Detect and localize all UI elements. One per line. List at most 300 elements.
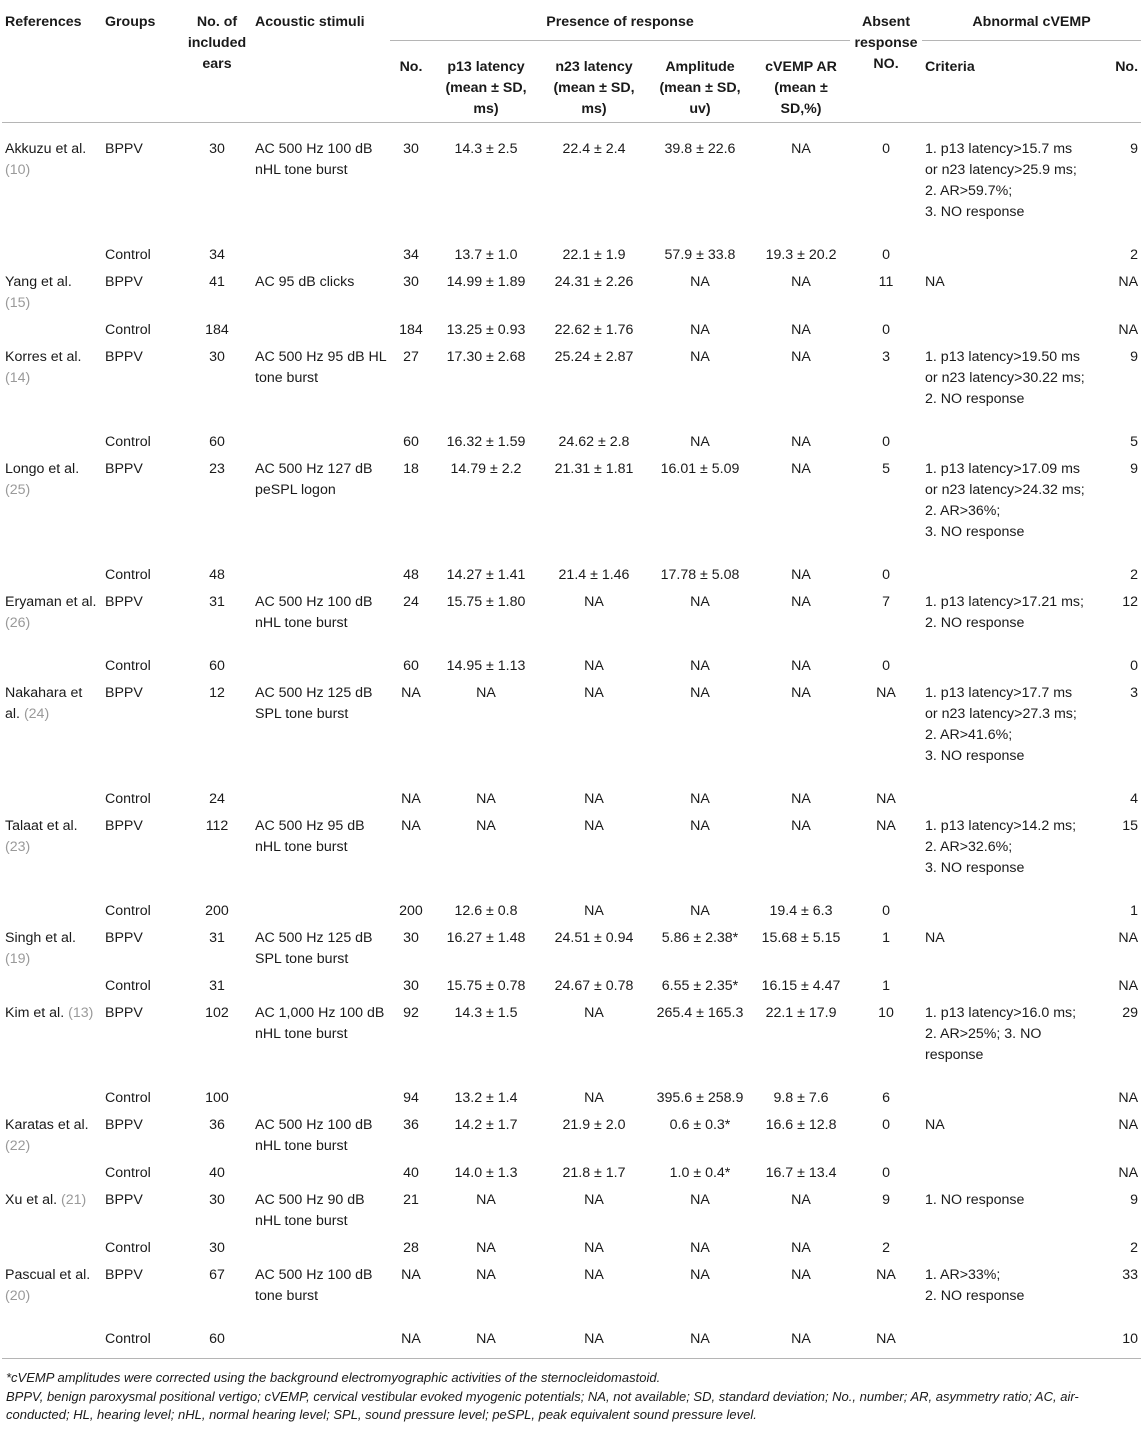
cell-criteria: 1. p13 latency>14.2 ms; 2. AR>32.6%; 3. NO response xyxy=(925,818,1077,876)
cell-ears: 41 xyxy=(209,274,225,290)
cell-ar: NA xyxy=(791,1240,811,1256)
cell-absent: 0 xyxy=(882,322,890,338)
cell-n23: NA xyxy=(584,1331,604,1347)
cell-group: BPPV xyxy=(105,930,143,946)
cell-ears: 200 xyxy=(205,903,229,919)
cell-absent: 0 xyxy=(882,247,890,263)
cell-absent: 6 xyxy=(882,1090,890,1106)
cell-absent: 2 xyxy=(882,1240,890,1256)
cell-n23: NA xyxy=(584,1090,604,1106)
table-row xyxy=(2,997,1141,1082)
cell-absent: NA xyxy=(876,685,896,701)
table-row xyxy=(2,1259,1141,1323)
cell-abn: 9 xyxy=(1130,1192,1139,1208)
cell-reference xyxy=(2,1157,102,1184)
cell-stim: AC 500 Hz 100 dB nHL tone burst xyxy=(255,594,373,631)
cell-reference xyxy=(2,1184,102,1232)
cell-ar: 16.7 ± 13.4 xyxy=(765,1165,837,1181)
cell-ears: 31 xyxy=(209,978,225,994)
cell-no: 184 xyxy=(399,322,423,338)
cell-group: Control xyxy=(105,322,151,338)
reference-author: Kim et al. xyxy=(5,1005,65,1021)
cell-abn: NA xyxy=(1118,1090,1139,1106)
cell-criteria xyxy=(922,426,1090,453)
cell-stim xyxy=(252,426,390,453)
cell-n23: NA xyxy=(584,818,604,834)
cell-abn: NA xyxy=(1118,322,1139,338)
cell-abn: 9 xyxy=(1130,461,1139,477)
cell-ears: 30 xyxy=(209,1240,225,1256)
cell-criteria: 1. p13 latency>17.7 ms or n23 latency>27.3 ms; 2. AR>41.6%; 3. NO response xyxy=(925,685,1077,764)
cell-p13: 14.27 ± 1.41 xyxy=(446,567,526,583)
reference-citation-link[interactable]: (25) xyxy=(5,482,31,498)
cell-ar: NA xyxy=(791,658,811,674)
cell-absent: 3 xyxy=(882,349,890,365)
reference-citation-link[interactable]: (15) xyxy=(5,295,31,311)
cell-criteria xyxy=(922,895,1090,922)
cell-ears: 102 xyxy=(205,1005,229,1021)
cell-group: BPPV xyxy=(105,685,143,701)
cell-criteria: NA xyxy=(925,930,945,946)
cell-absent: 9 xyxy=(882,1192,890,1208)
cell-n23: 22.62 ± 1.76 xyxy=(554,322,634,338)
cell-absent: 11 xyxy=(878,274,894,290)
reference-author: Nakahara et al. xyxy=(5,685,83,722)
cell-n23: NA xyxy=(584,1267,604,1283)
table-row xyxy=(2,1323,1141,1359)
cell-ears: 30 xyxy=(209,349,225,365)
cell-ar: NA xyxy=(791,818,811,834)
footnote-star: *cVEMP amplitudes were corrected using the background electromyographic activities of the sternocleidomastoid. xyxy=(6,1370,661,1385)
cell-reference xyxy=(2,810,102,895)
cell-amp: 16.01 ± 5.09 xyxy=(660,461,740,477)
cell-criteria xyxy=(922,650,1090,677)
cell-ears: 100 xyxy=(205,1090,229,1106)
cell-stim xyxy=(252,783,390,810)
cell-absent: NA xyxy=(876,791,896,807)
cell-no: 60 xyxy=(403,434,419,450)
reference-author: Singh et al. xyxy=(5,930,76,946)
cell-stim: AC 500 Hz 100 dB nHL tone burst xyxy=(255,141,373,178)
cell-reference xyxy=(2,970,102,997)
cell-stim: AC 500 Hz 127 dB peSPL logon xyxy=(255,461,373,498)
cell-criteria xyxy=(922,783,1090,810)
cell-p13: NA xyxy=(476,791,496,807)
cell-amp: 57.9 ± 33.8 xyxy=(664,247,736,263)
cell-amp: NA xyxy=(690,818,710,834)
cell-ar: 19.4 ± 6.3 xyxy=(769,903,833,919)
cell-ears: 112 xyxy=(205,818,229,834)
reference-author: Korres et al. xyxy=(5,349,82,365)
cell-abn: NA xyxy=(1118,978,1139,994)
cell-criteria xyxy=(922,559,1090,586)
cell-group: Control xyxy=(105,658,151,674)
cell-criteria: 1. p13 latency>15.7 ms or n23 latency>25.9 ms; 2. AR>59.7%; 3. NO response xyxy=(925,141,1077,220)
cell-stim: AC 500 Hz 125 dB SPL tone burst xyxy=(255,930,373,967)
cell-group: BPPV xyxy=(105,274,143,290)
cell-amp: NA xyxy=(690,1331,710,1347)
cell-amp: NA xyxy=(690,685,710,701)
reference-author: Pascual et al. xyxy=(5,1267,91,1283)
cell-reference xyxy=(2,426,102,453)
cell-absent: NA xyxy=(876,1267,896,1283)
cell-no: 30 xyxy=(403,930,419,946)
cell-reference xyxy=(2,559,102,586)
cell-reference xyxy=(2,1082,102,1109)
cell-amp: 0.6 ± 0.3* xyxy=(669,1117,731,1133)
cell-group: BPPV xyxy=(105,1267,143,1283)
cell-ears: 12 xyxy=(209,685,225,701)
cell-n23: 21.8 ± 1.7 xyxy=(562,1165,626,1181)
cell-criteria: 1. NO response xyxy=(925,1192,1025,1208)
cell-ears: 60 xyxy=(209,1331,225,1347)
table-row xyxy=(2,1109,1141,1157)
cell-stim: AC 500 Hz 95 dB HL tone burst xyxy=(255,349,387,386)
cell-p13: 14.79 ± 2.2 xyxy=(450,461,522,477)
reference-author: Longo et al. xyxy=(5,461,80,477)
cell-criteria: NA xyxy=(925,274,945,290)
cell-stim xyxy=(252,1232,390,1259)
footnote-abbreviations: BPPV, benign paroxysmal positional vertigo; cVEMP, cervical vestibular evoked myogenic potentials; NA, not available; SD, standard deviation; No., number; AR, asymmetry ratio; AC, air-conducted; HL, hearing level; nHL, normal hearing level; SPL, sound pressure level; peSPL, peak equivalent sound pressure level. xyxy=(6,1388,1079,1422)
reference-citation-link[interactable]: (14) xyxy=(5,370,31,386)
table-body xyxy=(2,123,1141,1359)
cell-abn: NA xyxy=(1118,1165,1139,1181)
table-row xyxy=(2,1232,1141,1259)
cell-ears: 34 xyxy=(209,247,225,263)
cell-amp: NA xyxy=(690,791,710,807)
cell-no: NA xyxy=(401,685,421,701)
cell-ar: 19.3 ± 20.2 xyxy=(765,247,837,263)
cell-group: BPPV xyxy=(105,1005,143,1021)
cell-p13: 13.2 ± 1.4 xyxy=(454,1090,518,1106)
cell-p13: 14.3 ± 1.5 xyxy=(454,1005,518,1021)
cell-ears: 36 xyxy=(209,1117,225,1133)
cell-no: 34 xyxy=(403,247,419,263)
cell-reference xyxy=(2,1232,102,1259)
cell-amp: 17.78 ± 5.08 xyxy=(660,567,740,583)
reference-author: Talaat et al. xyxy=(5,818,78,834)
cell-criteria: 1. p13 latency>17.09 ms or n23 latency>24.32 ms; 2. AR>36%; 3. NO response xyxy=(925,461,1085,540)
cell-n23: NA xyxy=(584,791,604,807)
cell-criteria: NA xyxy=(925,1117,945,1133)
cell-criteria: 1. p13 latency>19.50 ms or n23 latency>30.22 ms; 2. NO response xyxy=(925,349,1085,407)
cell-reference xyxy=(2,123,102,240)
cell-no: 18 xyxy=(403,461,419,477)
cell-no: NA xyxy=(401,818,421,834)
cell-stim xyxy=(252,559,390,586)
cell-ar: NA xyxy=(791,349,811,365)
cell-group: Control xyxy=(105,791,151,807)
reference-citation-link[interactable]: (10) xyxy=(5,162,31,178)
cell-ears: 31 xyxy=(209,930,225,946)
cell-criteria xyxy=(922,314,1090,341)
cell-p13: 14.99 ± 1.89 xyxy=(446,274,526,290)
cell-absent: 0 xyxy=(882,658,890,674)
cell-criteria: 1. p13 latency>16.0 ms; 2. AR>25%; 3. NO response xyxy=(925,1005,1077,1063)
cell-stim xyxy=(252,1082,390,1109)
col-stimuli: Acoustic stimuli xyxy=(255,14,365,30)
cell-stim xyxy=(252,239,390,266)
cell-stim xyxy=(252,314,390,341)
cell-n23: 24.67 ± 0.78 xyxy=(554,978,634,994)
cell-reference xyxy=(2,922,102,970)
cell-n23: NA xyxy=(584,1005,604,1021)
cell-abn: 1 xyxy=(1130,903,1139,919)
cell-amp: NA xyxy=(690,658,710,674)
reference-author: Eryaman et al. xyxy=(5,594,97,610)
cell-amp: NA xyxy=(690,903,710,919)
cell-absent: 1 xyxy=(882,978,890,994)
col-criteria: Criteria xyxy=(925,59,975,75)
col-groups: Groups xyxy=(105,14,156,30)
cell-n23: NA xyxy=(584,903,604,919)
cell-p13: 16.32 ± 1.59 xyxy=(446,434,526,450)
col-n23: n23 latency (mean ± SD, ms) xyxy=(553,59,635,117)
cell-group: BPPV xyxy=(105,1117,143,1133)
cell-group: BPPV xyxy=(105,349,143,365)
cell-n23: NA xyxy=(584,1240,604,1256)
table-row xyxy=(2,783,1141,810)
cell-abn: 15 xyxy=(1122,818,1139,834)
cell-group: Control xyxy=(105,247,151,263)
cell-group: BPPV xyxy=(105,818,143,834)
cell-p13: 13.25 ± 0.93 xyxy=(446,322,526,338)
cell-reference xyxy=(2,1323,102,1359)
cell-amp: 5.86 ± 2.38* xyxy=(661,930,739,946)
cell-criteria: 1. p13 latency>17.21 ms; 2. NO response xyxy=(925,594,1084,631)
cell-n23: 25.24 ± 2.87 xyxy=(554,349,634,365)
cell-criteria: 1. AR>33%; 2. NO response xyxy=(925,1267,1025,1304)
cell-reference xyxy=(2,997,102,1082)
cell-no: NA xyxy=(401,1267,421,1283)
cell-absent: 0 xyxy=(882,1165,890,1181)
cell-p13: 17.30 ± 2.68 xyxy=(446,349,526,365)
table-row xyxy=(2,1184,1141,1232)
table-row xyxy=(2,970,1141,997)
cell-reference xyxy=(2,341,102,426)
cell-amp: NA xyxy=(690,1192,710,1208)
cell-p13: 14.2 ± 1.7 xyxy=(454,1117,518,1133)
cell-stim xyxy=(252,1157,390,1184)
cell-ar: NA xyxy=(791,1192,811,1208)
cell-abn: 2 xyxy=(1130,1240,1139,1256)
table-row xyxy=(2,341,1141,426)
reference-author: Xu et al. xyxy=(5,1192,58,1208)
cell-ar: 9.8 ± 7.6 xyxy=(773,1090,829,1106)
cell-criteria xyxy=(922,1323,1090,1359)
cell-no: 40 xyxy=(403,1165,419,1181)
cell-ar: NA xyxy=(791,685,811,701)
cell-group: Control xyxy=(105,567,151,583)
col-amplitude: Amplitude (mean ± SD, uv) xyxy=(659,59,741,117)
reference-citation-link[interactable]: (22) xyxy=(5,1138,31,1154)
cell-ears: 48 xyxy=(209,567,225,583)
cell-reference xyxy=(2,895,102,922)
table-row xyxy=(2,314,1141,341)
cell-n23: 24.62 ± 2.8 xyxy=(558,434,630,450)
cell-ears: 184 xyxy=(205,322,229,338)
cell-abn: 12 xyxy=(1122,594,1139,610)
cell-amp: NA xyxy=(690,1267,710,1283)
cell-ar: NA xyxy=(791,141,811,157)
cell-ears: 60 xyxy=(209,434,225,450)
cell-ar: NA xyxy=(791,1331,811,1347)
col-ears: No. of included ears xyxy=(187,14,247,72)
cell-reference xyxy=(2,1259,102,1323)
cell-ears: 31 xyxy=(209,594,225,610)
cell-no: 24 xyxy=(403,594,419,610)
cell-no: 200 xyxy=(399,903,423,919)
cell-absent: 0 xyxy=(882,434,890,450)
col-absent: Absent response NO. xyxy=(854,14,918,72)
cell-reference xyxy=(2,650,102,677)
cell-group: Control xyxy=(105,1090,151,1106)
col-no: No. xyxy=(399,59,423,75)
cell-n23: 24.31 ± 2.26 xyxy=(554,274,634,290)
cell-p13: 15.75 ± 0.78 xyxy=(446,978,526,994)
cell-n23: 22.4 ± 2.4 xyxy=(562,141,626,157)
cell-amp: NA xyxy=(690,434,710,450)
cell-ar: NA xyxy=(791,434,811,450)
cell-amp: 39.8 ± 22.6 xyxy=(664,141,736,157)
table-row xyxy=(2,123,1141,240)
col-p13: p13 latency (mean ± SD, ms) xyxy=(445,59,527,117)
cell-abn: 29 xyxy=(1122,1005,1139,1021)
table-row xyxy=(2,239,1141,266)
reference-citation-link[interactable]: (20) xyxy=(5,1288,31,1304)
cell-amp: NA xyxy=(690,322,710,338)
cell-absent: 0 xyxy=(882,1117,890,1133)
reference-citation-link[interactable]: (19) xyxy=(5,951,31,967)
cell-n23: 21.9 ± 2.0 xyxy=(562,1117,626,1133)
cell-abn: 9 xyxy=(1130,141,1139,157)
table-row xyxy=(2,895,1141,922)
cell-stim xyxy=(252,1323,390,1359)
cell-abn: 2 xyxy=(1130,567,1139,583)
cell-p13: 14.3 ± 2.5 xyxy=(454,141,518,157)
col-ar: cVEMP AR (mean ± SD,%) xyxy=(765,59,837,117)
cell-no: 92 xyxy=(403,1005,419,1021)
cell-stim xyxy=(252,895,390,922)
cell-group: Control xyxy=(105,903,151,919)
table-row xyxy=(2,426,1141,453)
cell-stim: AC 500 Hz 125 dB SPL tone burst xyxy=(255,685,373,722)
cell-ears: 40 xyxy=(209,1165,225,1181)
table-row xyxy=(2,810,1141,895)
cell-reference xyxy=(2,266,102,314)
cell-ar: NA xyxy=(791,567,811,583)
cell-no: NA xyxy=(401,1331,421,1347)
cell-group: Control xyxy=(105,1165,151,1181)
cell-ar: 16.6 ± 12.8 xyxy=(765,1117,837,1133)
cell-abn: NA xyxy=(1118,274,1139,290)
cell-no: 27 xyxy=(403,349,419,365)
cell-n23: 21.31 ± 1.81 xyxy=(554,461,634,477)
cell-n23: NA xyxy=(584,685,604,701)
cell-abn: 5 xyxy=(1130,434,1139,450)
cell-absent: 5 xyxy=(882,461,890,477)
cell-no: 30 xyxy=(403,978,419,994)
reference-citation-link[interactable]: (24) xyxy=(23,706,50,722)
cell-abn: 4 xyxy=(1130,791,1139,807)
cell-ar: NA xyxy=(791,274,811,290)
cell-p13: NA xyxy=(476,685,496,701)
cell-stim: AC 500 Hz 90 dB nHL tone burst xyxy=(255,1192,365,1229)
reference-author: Akkuzu et al. xyxy=(5,141,87,157)
cell-n23: NA xyxy=(584,658,604,674)
cell-ears: 24 xyxy=(209,791,225,807)
cell-stim: AC 95 dB clicks xyxy=(255,274,355,290)
table-row xyxy=(2,559,1141,586)
reference-citation-link[interactable]: (21) xyxy=(61,1192,87,1208)
cell-abn: 10 xyxy=(1122,1331,1139,1347)
cell-p13: 12.6 ± 0.8 xyxy=(454,903,518,919)
cell-criteria xyxy=(922,970,1090,997)
reference-citation-link[interactable]: (26) xyxy=(5,615,31,631)
reference-author: Yang et al. xyxy=(5,274,72,290)
cell-amp: 6.55 ± 2.35* xyxy=(661,978,739,994)
cell-group: BPPV xyxy=(105,461,143,477)
cell-absent: NA xyxy=(876,818,896,834)
cell-ar: NA xyxy=(791,461,811,477)
cell-n23: NA xyxy=(584,594,604,610)
cell-p13: 16.27 ± 1.48 xyxy=(446,930,526,946)
table-row xyxy=(2,1157,1141,1184)
cell-ar: 22.1 ± 17.9 xyxy=(765,1005,837,1021)
reference-citation-link[interactable]: (23) xyxy=(5,839,31,855)
cell-amp: 265.4 ± 165.3 xyxy=(656,1005,744,1021)
table-row xyxy=(2,650,1141,677)
cell-reference xyxy=(2,677,102,783)
cell-abn: NA xyxy=(1118,930,1139,946)
cell-amp: NA xyxy=(690,1240,710,1256)
cell-criteria xyxy=(922,239,1090,266)
cell-absent: NA xyxy=(876,1331,896,1347)
cell-stim xyxy=(252,650,390,677)
cell-group: BPPV xyxy=(105,1192,143,1208)
cell-p13: 13.7 ± 1.0 xyxy=(454,247,518,263)
cell-absent: 0 xyxy=(882,567,890,583)
cell-no: 21 xyxy=(403,1192,419,1208)
reference-citation-link[interactable]: (13) xyxy=(68,1005,94,1021)
cell-amp: NA xyxy=(690,594,710,610)
cell-stim: AC 500 Hz 100 dB nHL tone burst xyxy=(255,1117,373,1154)
cell-abn: 33 xyxy=(1122,1267,1139,1283)
cell-reference xyxy=(2,586,102,650)
cell-n23: NA xyxy=(584,1192,604,1208)
cell-no: 30 xyxy=(403,141,419,157)
cell-criteria xyxy=(922,1232,1090,1259)
cell-criteria xyxy=(922,1082,1090,1109)
cell-p13: NA xyxy=(476,1267,496,1283)
cell-n23: 24.51 ± 0.94 xyxy=(554,930,634,946)
cell-group: BPPV xyxy=(105,594,143,610)
cell-absent: 1 xyxy=(882,930,890,946)
cell-absent: 7 xyxy=(882,594,890,610)
cell-abn: NA xyxy=(1118,1117,1139,1133)
cell-group: Control xyxy=(105,1240,151,1256)
table-footnotes xyxy=(2,1359,1141,1425)
cell-n23: 22.1 ± 1.9 xyxy=(562,247,626,263)
cell-amp: NA xyxy=(690,349,710,365)
cell-no: NA xyxy=(401,791,421,807)
table-row xyxy=(2,1082,1141,1109)
col-abnormal: Abnormal cVEMP xyxy=(922,4,1141,41)
cell-abn: 9 xyxy=(1130,349,1139,365)
col-abnormal-no: No. xyxy=(1115,59,1139,75)
cell-p13: NA xyxy=(476,1240,496,1256)
cell-ears: 30 xyxy=(209,141,225,157)
